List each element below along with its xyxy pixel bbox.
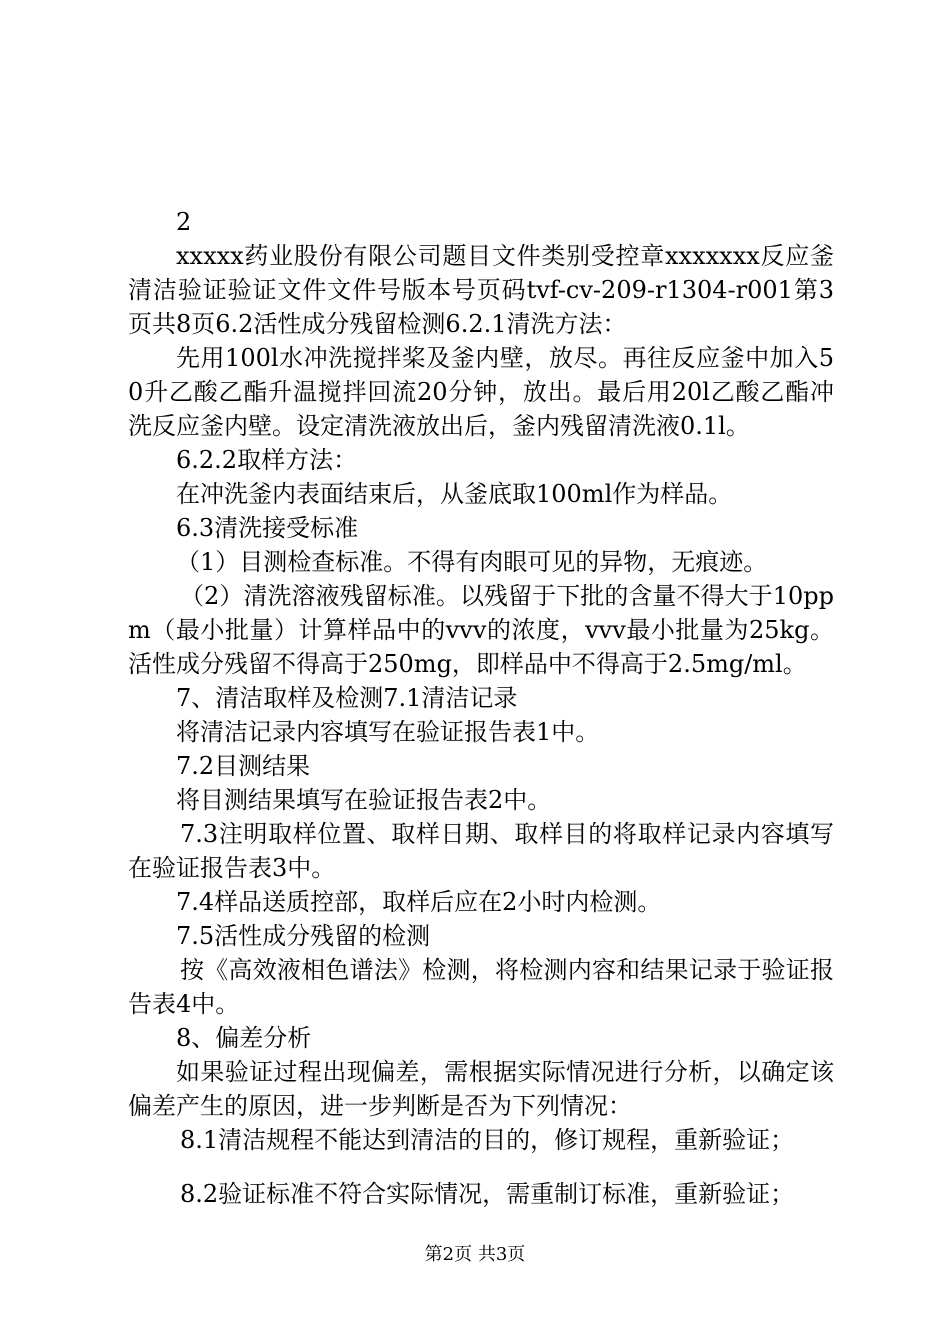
paragraph-sample-delivery: 7.4样品送质控部，取样后应在2小时内检测。: [176, 888, 662, 916]
page-footer: 第2页 共3页: [424, 1244, 526, 1265]
heading-visual-result: 7.2目测结果: [176, 752, 311, 780]
paragraph-visual-result: 将目测结果填写在验证报告表2中。: [176, 786, 552, 814]
paragraph-cleaning-method: 先用100l水冲洗搅拌桨及釜内壁，放尽。再往反应釜中加入50升乙酸乙酯升温搅拌回流20分钟，放出。最后用20l乙酸乙酯冲洗反应釜内壁。设定清洗液放出后，釜内残留清洗液0.1l。: [128, 344, 834, 440]
paragraph-deviation-item-8-2: 8.2验证标准不符合实际情况，需重制订标准，重新验证；: [180, 1180, 795, 1208]
paragraph-header-info: xxxxx药业股份有限公司题目文件类别受控章xxxxxxx反应釜清洁验证验证文件文件号版本号页码tvf-cv-209-r1304-r001第3页共8页6.2活性成分残留检测6.2.1清洗方法：: [128, 242, 834, 338]
heading-acceptance-criteria: 6.3清洗接受标准: [176, 514, 359, 542]
paragraph-residue-criteria: （2）清洗溶液残留标准。以残留于下批的含量不得大于10ppm（最小批量）计算样品中的vvv的浓度，vvv最小批量为25kg。活性成分残留不得高于250mg，即样品中不得高于2.5mg/ml。: [128, 582, 834, 678]
paragraph-sampling-method: 在冲洗釜内表面结束后，从釜底取100ml作为样品。: [176, 480, 733, 508]
heading-sampling-and-testing: 7、清洁取样及检测7.1清洁记录: [176, 684, 518, 712]
paragraph-sampling-record: 7.3注明取样位置、取样日期、取样目的将取样记录内容填写在验证报告表3中。: [128, 820, 834, 882]
heading-sampling-method: 6.2.2取样方法：: [176, 446, 358, 474]
paragraph-deviation-item-8-1: 8.1清洁规程不能达到清洁的目的，修订规程，重新验证；: [180, 1126, 795, 1154]
heading-residue-testing: 7.5活性成分残留的检测: [176, 922, 431, 950]
paragraph-hplc-testing: 按《高效液相色谱法》检测，将检测内容和结果记录于验证报告表4中。: [128, 956, 834, 1018]
heading-deviation-analysis: 8、偏差分析: [176, 1024, 312, 1052]
paragraph-deviation-analysis: 如果验证过程出现偏差，需根据实际情况进行分析，以确定该偏差产生的原因，进一步判断是否为下列情况：: [128, 1058, 834, 1120]
page-marker: 2: [176, 208, 192, 236]
document-body: [128, 205, 834, 1211]
paragraph-visual-criteria: （1）目测检查标准。不得有肉眼可见的异物，无痕迹。: [176, 548, 768, 576]
paragraph-cleaning-record: 将清洁记录内容填写在验证报告表1中。: [176, 718, 600, 746]
